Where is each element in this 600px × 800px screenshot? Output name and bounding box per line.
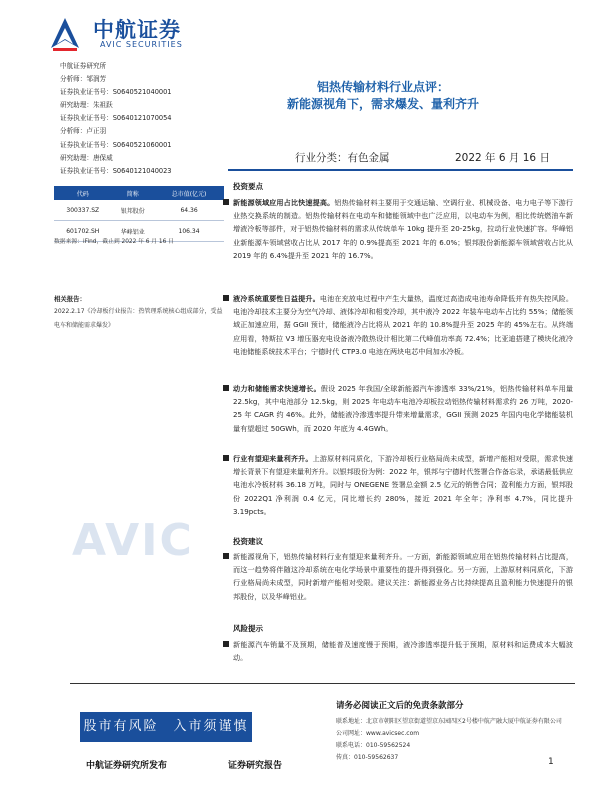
bullet-icon: [223, 199, 229, 205]
bullet-icon: [223, 295, 229, 301]
key-point-heading: 动力和储能需求快速增长。: [233, 384, 321, 393]
key-point-4: [233, 452, 573, 518]
stock-table: [54, 186, 224, 242]
footer-divider: [70, 683, 575, 684]
key-point-heading: 新能源领域应用占比快速提高。: [233, 198, 335, 207]
key-point-text: 电池在充放电过程中产生大量热，温度过高造成电池寿命降低并有热失控风险。电池冷却技术主要分为空气冷却、液体冷却和相变冷却，其中液冷 2022 年装车电动车占比约 55%；储能领域正加速应用，据 GGII 预计，储能液冷占比将从 2021 年的 10.8%提升至 2025 年的 45%左右。从终端应用看，特斯拉 V3 增压器充电设备液冷散热设计相比第二代峰值功率高 72.4%；比亚迪搭建了模块化液冷电池储能系统技术平台；宁德时代 CTP3.0 电池在两块电芯中间加水冷板。: [233, 294, 574, 356]
bullet-icon: [223, 385, 229, 391]
key-point-text: 铝热传输材料主要用于交通运输、空调行业、机械设备、电力电子等下游行业热交换系统的制造。铝热传输材料在电动车和储能领域中也广泛应用，以电动车为例，相比传统燃油车新增液冷板等部件，对于铝热传输材料的需求从传统单车 10kg 提升至 20-25kg，拉动行业快速扩容。华峰铝业新能源车领域营收占比从 2017 年的 0.9%提高至 2021 年的 6.0%；银邦股份新能源车领域营收占比从 2019 年的 6.4%提升至 2021 年的 16.7%。: [233, 198, 574, 260]
info-row: 证券执业证书号：S0640521060001: [60, 140, 172, 149]
table-header: 总市值(亿元): [154, 186, 224, 200]
page-number: 1: [548, 757, 554, 767]
table-cell: 300337.SZ: [54, 200, 112, 221]
table-row: [54, 200, 224, 221]
contact-website[interactable]: 公司网址：www.avicsec.com: [336, 730, 420, 737]
key-point-text: 上游原材料同质化，下游冷却板行业格局尚未成型，新增产能相对受限，需求快速增长背景下有望迎来量利齐升。以银邦股份为例：2022 年，银邦与宁德时代签署合作备忘录，承诺最低供应电池水冷板材料 36.18 万吨，同时与 ONEGENE 签署总金额 2.5 亿元的销售合同；盈利能力方面，银邦股份 2022Q1 净利润 0.4 亿元，同比增长约 280%，接近 2021 年全年；净利率 4.7%，同比提升 3.19pcts。: [233, 454, 573, 516]
bullet-icon: [223, 641, 229, 647]
table-cell: 64.36: [154, 200, 224, 221]
related-reports-title: 相关报告：: [54, 295, 86, 303]
contact-fax: 传真：010-59562637: [336, 754, 399, 761]
logo-name-cn: 中航证券: [93, 18, 181, 42]
table-header: 简称: [112, 186, 155, 200]
contact-address: 联系地址：北京市朝阳区望京街道望京东园四区2号楼中航产融大厦中航证券有限公司: [336, 718, 562, 725]
disclaimer-notice: 请务必阅读正文后的免责条款部分: [336, 701, 464, 711]
advice-text: 新能源视角下，铝热传输材料行业有望迎来量利齐升。一方面，新能源领域应用在铝热传输材料占比提高，而这一趋势将伴随这冷却系统在电化学场景中重要性的提升得到强化。另一方面，上游原材料同质化，下游行业格局尚未成型，同时新增产能相对受限。建议关注：新能源业务占比持续提高且盈利能力快速提升的银邦股份，以及华峰铝业。: [233, 552, 573, 601]
section-title-advice: 投资建议: [233, 537, 263, 546]
analyst-info: [60, 60, 225, 178]
info-row: 证券执业证书号：S0640121040023: [60, 166, 172, 175]
contact-phone: 联系电话：010-59562524: [336, 742, 411, 749]
publisher-label: 中航证券研究所发布: [86, 761, 168, 771]
avic-watermark: AVIC: [72, 515, 194, 566]
avic-logo-icon: [45, 14, 85, 54]
report-title-line1: 铝热传输材料行业点评：: [316, 80, 449, 94]
key-point-text: 假设 2025 年我国/全球新能源汽车渗透率 33%/21%，铝热传输材料单车用量 22.5kg，其中电池部分 12.5kg，则 2025 年电动车电池冷却板拉动铝热传输材料需求约 26 万吨，2020-25 年 CAGR 约 46%。此外，储能液冷渗透率提升带来增量需求，GGII 预测 2025 年国内电化学储能装机量有望超过 50GWh，而 2020 年底为 4.4GWh。: [233, 384, 573, 433]
report-type-label: 证券研究报告: [228, 761, 283, 771]
key-point-1: [233, 196, 573, 262]
info-row: 研究助理：朱祖跃: [60, 101, 113, 110]
section-title-risk: 风险提示: [233, 624, 263, 633]
industry-classification: 行业分类：有色金属: [295, 152, 390, 164]
table-cell: 华峰铝业: [112, 221, 155, 242]
risk-text: 新能源汽车销量不及预期，储能普及速度慢于预期，液冷渗透率提升低于预期，原材料和运费成本大幅波动。: [233, 640, 573, 663]
related-report-link[interactable]: 2022.2.17《冷却板行业报告：热管理系统核心组成部分，受益电车和储能需求爆发》: [54, 308, 223, 329]
info-row: 中航证券研究所: [60, 62, 107, 70]
info-row: 证券执业证书号：S0640521040001: [60, 88, 172, 97]
info-row: 分析师：邹润芳: [60, 75, 107, 84]
key-point-heading: 液冷系统重要性日益提升。: [233, 294, 320, 303]
report-date: 2022 年 6 月 16 日: [455, 152, 550, 164]
section-title-key-points: 投资要点: [233, 182, 263, 191]
info-row: 分析师：卢正羽: [60, 127, 107, 136]
logo-name-en: AVIC SECURITIES: [100, 40, 183, 49]
bullet-icon: [223, 553, 229, 559]
table-cell: 银邦股份: [112, 200, 155, 221]
data-source: 数据来源：iFind，截止到 2022 年 6 月 16 日: [54, 239, 174, 245]
risk-paragraph: [233, 638, 573, 664]
table-header: 代码: [54, 186, 112, 200]
table-cell: 601702.SH: [54, 221, 112, 242]
key-point-2: [233, 292, 573, 358]
key-point-3: [233, 382, 573, 435]
report-title-line2: 新能源视角下，需求爆发、量利齐升: [286, 97, 479, 111]
key-point-heading: 行业有望迎来量利齐升。: [233, 454, 313, 463]
advice-paragraph: [233, 550, 573, 603]
bullet-icon: [223, 455, 229, 461]
header-divider: [228, 169, 573, 171]
info-row: 研究助理：唐保威: [60, 153, 113, 162]
table-header-row: [54, 186, 224, 200]
table-cell: 106.34: [154, 221, 224, 242]
info-row: 证券执业证书号：S0640121070054: [60, 114, 172, 123]
risk-slogan-banner: 股市有风险 入市须谨慎: [80, 712, 252, 742]
